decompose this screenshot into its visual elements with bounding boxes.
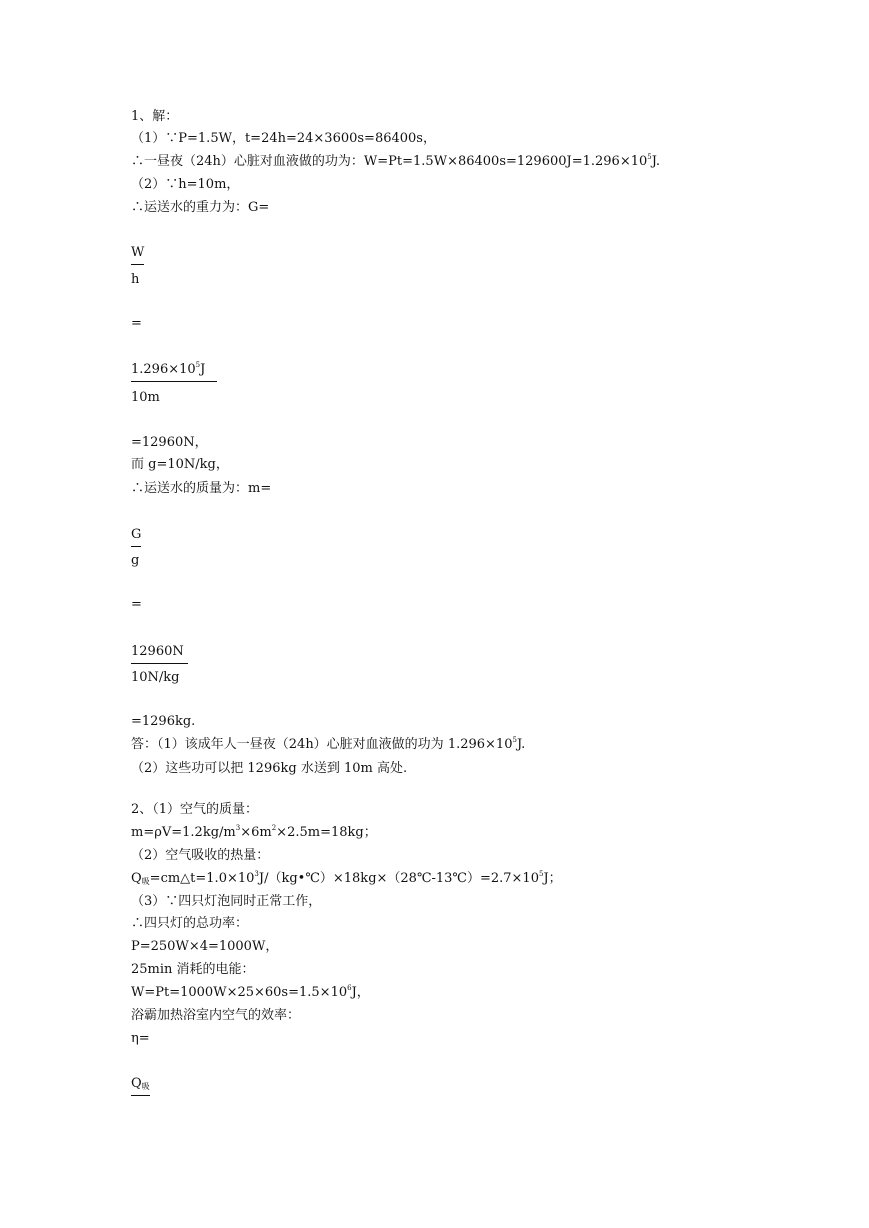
- solution-line: （2）∵h=10m，: [131, 177, 240, 192]
- solution-line: =12960N，: [131, 435, 208, 450]
- solution-line: ∴运送水的质量为：m=: [131, 481, 272, 496]
- answer-line: 答：（1）该成年人一昼夜（24h）心脏对血液做的功为 $1.296\times 10^5J$.: [131, 736, 526, 752]
- equals-sign: =: [131, 597, 142, 612]
- solution-line: （1）∵P=1.5W，t=24h=24×3600s=86400s，: [131, 131, 436, 146]
- solution-line: P=250W×4=1000W，: [131, 939, 279, 954]
- solution-line: ∴一昼夜（24h）心脏对血液做的功为：$W=Pt=1.5W\times 86400s=129600J=1.296\times 10^5J$.: [131, 153, 661, 169]
- fraction-denominator: 10N/kg: [131, 670, 180, 685]
- solution-line: 浴霸加热浴室内空气的效率：: [131, 1008, 301, 1023]
- solution-line: ∴运送水的重力为：G=: [131, 200, 270, 215]
- equals-sign: =: [131, 316, 142, 331]
- solution-line: （3）∵四只灯泡同时正常工作，: [131, 894, 322, 909]
- problem-2-heading: 2、（1）空气的质量：: [131, 802, 259, 817]
- solution-line: 而 g=10N/kg，: [131, 457, 229, 472]
- solution-line: （2）空气吸收的热量：: [131, 848, 270, 863]
- solution-line: $Q_吸=cm\triangle t=1.0\times 10^3J/(kg•℃)\times 18kg\times(28℃-13℃)=2.7\times 10^5J$；: [131, 870, 562, 886]
- answer-line: （2）这些功可以把 1296kg 水送到 10m 高处.: [131, 761, 408, 776]
- fraction-numerator: $Q_吸$: [131, 1076, 150, 1096]
- solution-line: 25min 消耗的电能：: [131, 962, 255, 977]
- fraction-denominator: g: [131, 553, 140, 568]
- fraction-numerator: 12960N: [131, 644, 188, 664]
- solution-line: $m=\rho V=1.2kg/m^3\times 6m^2\times 2.5m=18kg$；: [131, 824, 377, 840]
- fraction-numerator: G: [131, 527, 141, 547]
- fraction-denominator: 10m: [131, 390, 160, 405]
- problem-1-heading: 1、解：: [131, 109, 179, 124]
- solution-line: ∴四只灯的总功率：: [131, 916, 249, 931]
- solution-line: $W=Pt=1000W\times 25\times 60s=1.5\times 10^6J$，: [131, 984, 370, 1000]
- solution-line: η=: [131, 1031, 150, 1046]
- fraction-denominator: h: [131, 272, 140, 287]
- fraction-numerator: W: [131, 245, 144, 265]
- fraction-numerator: $1.296\times 10^5J$: [131, 362, 217, 382]
- solution-line: =1296kg.: [131, 714, 196, 729]
